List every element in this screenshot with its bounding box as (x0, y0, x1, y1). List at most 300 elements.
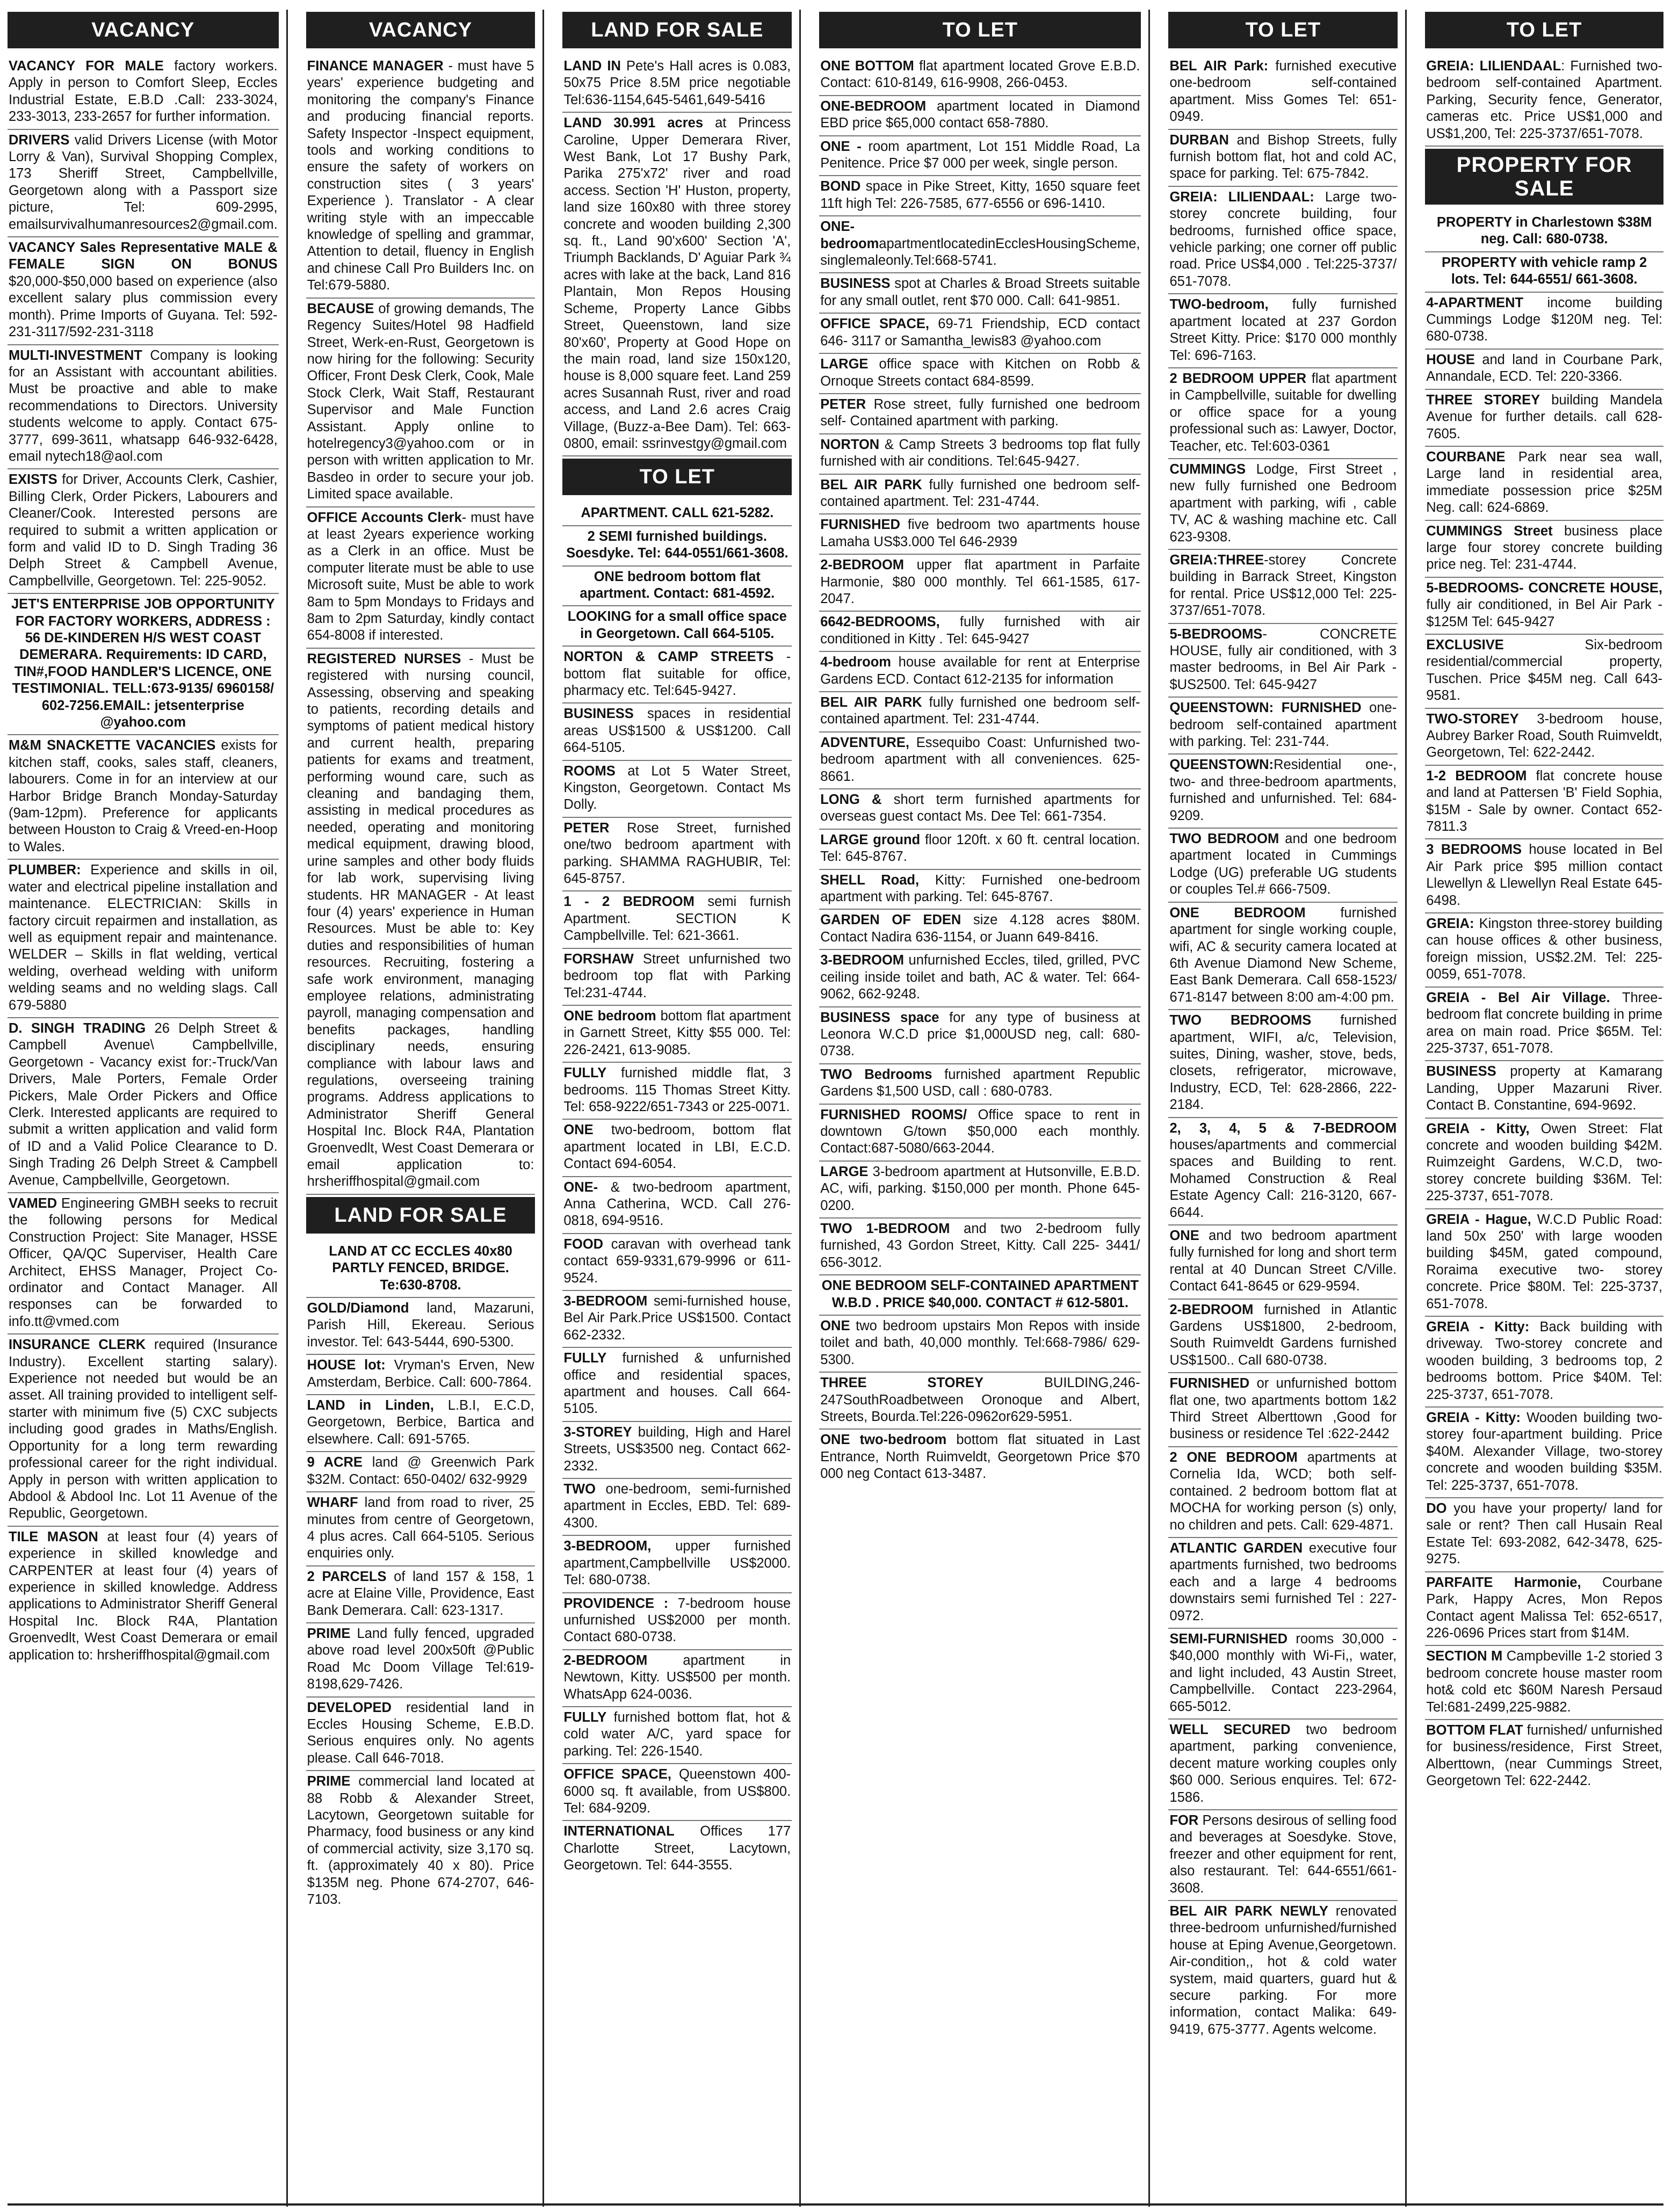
ad-lead: ROOMS (563, 763, 616, 779)
classified-ad (306, 56, 536, 299)
ad-lead: DRIVERS (9, 132, 70, 148)
ad-lead: BECAUSE (307, 301, 374, 316)
classified-ad (819, 733, 1141, 789)
ad-lead: LAND in Linden, (307, 1398, 434, 1413)
ad-body: room apartment, Lot 151 Middle Road, La Penitence. Price $7 000 per week, single person. (820, 139, 1140, 171)
ad-body: spaces in residential areas US$1500 & US$1200. Call 664-5105. (563, 706, 791, 756)
ad-lead: FULLY (563, 1065, 607, 1081)
classified-ad (819, 96, 1141, 136)
ad-body: required (Insurance Industry). Excellent starting salary). Experience not needed but would be an asset. All training provided to intelligent self-starter with minimum five (5) CXC subjects including good grades in Maths/English. Opportunity for a long term rewarding professional career for the right individual. Apply in person with written application to Abdool & Abdool Inc. Lot 11 Avenue of the Republic, Georgetown. (9, 1337, 278, 1521)
ad-body: -storey Concrete building in Barrack Street, Kingston for rental. Price US$12,000 Tel: 225-3737/651-7078. (1169, 552, 1397, 619)
ad-lead: 3 BEDROOMS (1426, 842, 1522, 858)
classified-ad (1425, 350, 1663, 390)
classified-ad (1168, 903, 1398, 1010)
classified-ad (819, 354, 1141, 394)
ad-body: short term furnished apartments for overseas guest contact Ms. Dee Tel: 661-7354. (820, 792, 1140, 824)
ad-lead: BEL AIR Park: (1169, 59, 1269, 74)
classified-ad (819, 1219, 1141, 1275)
classified-ad (1168, 187, 1398, 294)
ad-body: Courbane Park, Happy Acres, Mon Repos Contact agent Malissa Tel: 652-6517, 226-0696 Prices start from $14M. (1426, 1575, 1662, 1641)
ad-body: 3-bedroom house, Aubrey Barker Road, South Ruimveldt, Georgetown, Tel: 622-2442. (1426, 711, 1662, 760)
ad-lead: PROPERTY in Charlestown $38M neg. Call: 680-0738. (1436, 215, 1652, 247)
classified-ad (1425, 212, 1663, 252)
classified-ad (562, 1650, 792, 1707)
classified-ad (1425, 709, 1663, 766)
classified-ad (819, 1316, 1141, 1373)
ad-lead: 2 PARCELS (307, 1569, 387, 1584)
ad-body: of growing demands, The Regency Suites/Hotel 98 Hadfield Street, Werk-en-Rust, Georgetown is now hiring for the following: Security Officer, Front Desk Clerk, Cook, Male Stock Clerk, Wait Staff, Restaurant Supervisor and Male Function Assistant. Apply online to hotelregency3@yahoo.com or in person with written application to Mr. Basdeo in order to secure your job. Limited space available. (307, 301, 534, 502)
section-header: LAND FOR SALE (562, 12, 792, 48)
column-3 (562, 10, 801, 2207)
ad-body: spot at Charles & Broad Streets suitable for any small outlet, rent $70 000. Call: 641-9851. (820, 276, 1140, 308)
classified-ad (562, 1536, 792, 1593)
classified-ad (562, 1593, 792, 1650)
ad-lead: PLUMBER: (9, 862, 81, 878)
classified-ad (1168, 1629, 1398, 1720)
ad-lead: 3-STOREY (563, 1424, 632, 1440)
ad-lead: GREIA - Kitty: (1426, 1410, 1521, 1426)
ad-lead: 3-BEDROOM (563, 1294, 648, 1309)
ad-lead: NORTON (820, 437, 880, 452)
classified-ad (1168, 459, 1398, 550)
ad-lead: ONE two-bedroom (820, 1432, 947, 1448)
column-6 (1425, 10, 1663, 2207)
ad-body: 7-bedroom house unfurnished US$2000 per month. Contact 680-0738. (563, 1595, 791, 1645)
ad-body: commercial land located at 88 Robb & Alexander Street, Lacytown, Georgetown suitable for Pharmacy, food business or any kind of commercial activity, size 3,170 sq. ft. (approximately 40 x 80). Price $135M neg. Phone 674-2707, 646-7103. (307, 1774, 534, 1908)
classified-ad (1425, 1119, 1663, 1209)
ad-body: Land fully fenced, upgraded above road level 200x50ft @Public Road Mc Doom Village Tel:619-8198,629-7426. (307, 1626, 534, 1692)
ad-lead: 3-BEDROOM, (563, 1539, 652, 1554)
column-1 (8, 10, 288, 2207)
ad-lead: DURBAN (1169, 132, 1229, 148)
classified-ad (562, 818, 792, 892)
ad-lead: GREIA:THREE (1169, 552, 1264, 568)
classified-ad (819, 514, 1141, 555)
ad-body: fully furnished apartment located at 237 Gordon Street Kitty. Price: $170 000 monthly Tel: 696-7163. (1169, 297, 1397, 363)
classified-ad (1168, 1225, 1398, 1300)
classified-ad (562, 1291, 792, 1348)
ad-lead: INSURANCE CLERK (9, 1337, 146, 1353)
ad-lead: THREE STOREY (1426, 392, 1540, 408)
ad-lead: GOLD/Diamond (307, 1301, 409, 1316)
ad-body: & Camp Streets 3 bedrooms top flat fully furnished with air conditions. Tel:645-9427. (820, 437, 1140, 469)
ad-lead: CUMMINGS Street (1426, 523, 1553, 539)
ad-lead: GREIA: LILIENDAAL: (1169, 189, 1314, 205)
ad-lead: ONE (563, 1122, 594, 1138)
ad-body: houses/apartments and commercial spaces and Building to rent. Mohamed Construction & Real Estate Agency Call: 216-3120, 667-6644. (1169, 1137, 1397, 1220)
ad-body: furnished bottom flat, hot & cold water A/C, yard space for parking. Tel: 226-1540. (563, 1709, 791, 1759)
classified-ad (306, 1566, 536, 1623)
ad-body: flat concrete house and land at Pattersen 'B' Field Sophia, $15M - Sale by owner. Contact 652-7811.3 (1426, 768, 1662, 835)
classified-ad (819, 1064, 1141, 1105)
ad-lead: 9 ACRE (307, 1455, 363, 1470)
ad-lead: TWO-bedroom, (1169, 297, 1269, 313)
ad-body: Office space to rent in downtown G/town $50,000 each monthly. Contact:687-5080/663-2044. (820, 1107, 1140, 1156)
classified-ad (306, 507, 536, 649)
classified-ad (1425, 293, 1663, 350)
ad-body: Back building with driveway. Two-storey concrete and wooden building, 3 bedrooms top, 2 bedrooms bottom. Price $40M. Tel: 225-3737, 651-7078. (1426, 1319, 1662, 1402)
classified-ad (1168, 624, 1398, 698)
classified-ad (1168, 1300, 1398, 1374)
ad-body: income building Cummings Lodge $120M neg. Tel: 680-0738. (1426, 295, 1662, 344)
ad-body: apartment located in Diamond EBD price $65,000 contact 658-7880. (820, 98, 1140, 131)
classified-ad (562, 526, 792, 567)
ad-body: Persons desirous of selling food and beverages at Soesdyke. Stove, freezer and other equipment for rent, also restaurant. Tel: 644-6551/661-3608. (1169, 1813, 1397, 1896)
classified-ad (1425, 988, 1663, 1062)
classified-ad (1425, 913, 1663, 988)
ad-lead: FORSHAW (563, 951, 634, 967)
ad-lead: 2-BEDROOM (820, 557, 905, 573)
ad-body: Campbeville 1-2 storied 3 bedroom concrete house master room hot& cold etc $60M Naresh Persaud Tel:681-2499,225-9882. (1426, 1649, 1662, 1715)
ad-body: Rose Street, furnished one/two bedroom apartment with parking. SHAMMA RAGHUBIR, Tel: 645-8757. (563, 820, 791, 887)
column-5 (1168, 10, 1407, 2207)
ad-body: business place large four storey concrete building price neg. Tel: 231-4744. (1426, 523, 1662, 572)
section-header: TO LET (1168, 12, 1398, 48)
ad-body: and two 2-bedroom fully furnished, 43 Gordon Street, Kitty. Call 225- 3441/ 656-3012. (820, 1221, 1140, 1270)
ad-body: semi-furnished house, Bel Air Park.Price US$1500. Contact 662-2332. (563, 1294, 791, 1343)
ad-lead: M&M SNACKETTE VACANCIES (9, 738, 216, 753)
ad-lead: 4-APARTMENT (1426, 295, 1524, 310)
classified-ad (819, 394, 1141, 434)
classified-ad (8, 469, 279, 594)
ad-body: flat apartment located Grove E.B.D. Contact: 610-8149, 616-9908, 266-0453. (820, 59, 1140, 91)
classified-ad (1168, 56, 1398, 130)
ad-lead: LAND IN (563, 59, 621, 74)
ad-lead: QUEENSTOWN: FURNISHED (1169, 700, 1362, 716)
ad-lead: ONE- (563, 1179, 598, 1195)
classified-ad (8, 56, 279, 130)
classified-ad (1425, 1498, 1663, 1572)
classified-ad (1168, 698, 1398, 755)
classified-ad (562, 606, 792, 647)
ad-body: house available for rent at Enterprise Gardens ECD. Contact 612-2135 for information (820, 655, 1140, 687)
classified-ad (562, 1234, 792, 1291)
classified-ad (562, 647, 792, 704)
ad-lead: BOTTOM FLAT (1426, 1722, 1523, 1738)
ad-body: floor 120ft. x 60 ft. central location. Tel: 645-8767. (820, 832, 1140, 865)
ad-lead: ONE bedroom (563, 1008, 656, 1024)
classified-ad (1425, 447, 1663, 521)
ad-body: apartmentlocatedinEcclesHousingScheme, singlemaleonly.Tel:668-5741. (820, 236, 1140, 269)
classified-ad (306, 1298, 536, 1355)
classified-ad (1425, 56, 1663, 147)
ad-lead: LARGE (820, 1164, 869, 1179)
ad-lead: PROPERTY with vehicle ramp 2 lots. Tel: 644-6551/ 661-3608. (1442, 255, 1647, 287)
ad-body: $20,000-$50,000 based on experience (also excellent salary plus commission every month). Prime Imports of Guyana. Tel: 592-231-3117/592-231-3118 (9, 273, 278, 340)
ad-lead: BEL AIR PARK (820, 477, 922, 492)
classified-ad (1168, 550, 1398, 624)
classified-ad (562, 891, 792, 948)
classified-ad (819, 1162, 1141, 1219)
ad-lead: ONE BEDROOM (1169, 905, 1306, 920)
ad-body: semi furnish Apartment. SECTION K Campbellville. Tel: 621-3661. (563, 894, 791, 944)
ad-lead: TWO BEDROOMS (1169, 1013, 1312, 1028)
column-4 (819, 10, 1150, 2207)
classified-ad (1168, 829, 1398, 903)
classified-ad (819, 176, 1141, 216)
classified-ad (1168, 294, 1398, 368)
classified-ad (819, 1275, 1141, 1316)
ad-body: one-bedroom self-contained apartment with parking. Tel: 231-744. (1169, 700, 1397, 750)
ad-lead: 2-BEDROOM (563, 1652, 648, 1668)
ad-body: furnished apartment for single working couple, wifi, AC & security camera located at 6th Avenue Diamond New Scheme, East Bank Demerara. Call 658-1523/ 671-8147 between 8:00 am-4:00 pm. (1169, 905, 1397, 1005)
ad-lead: TWO BEDROOM (1169, 831, 1279, 847)
ad-lead: FURNISHED (1169, 1376, 1250, 1391)
column-2 (306, 10, 545, 2207)
ad-lead: ONE (1169, 1228, 1199, 1243)
classified-ad (1168, 1810, 1398, 1901)
ad-lead: LAND AT CC ECCLES 40x80 PARTLY FENCED, BRIDGE. Te:630-8708. (329, 1243, 512, 1293)
ad-lead: 6642-BEDROOMS, (820, 614, 940, 630)
classified-ad (819, 1007, 1141, 1064)
classified-ad (1168, 1010, 1398, 1118)
ad-lead: OFFICE SPACE, (820, 316, 929, 332)
ad-body: 69-71 Friendship, ECD contact 646- 3117 or Samantha_lewis83 @yahoo.com (820, 316, 1140, 349)
classified-ad (306, 1698, 536, 1772)
classified-ad (562, 1479, 792, 1536)
ad-lead: FOR (1169, 1813, 1199, 1828)
ad-lead: LARGE ground (820, 832, 921, 847)
classified-ad (1425, 578, 1663, 635)
ad-lead: BUSINESS (820, 276, 891, 292)
ad-lead: FOOD (563, 1236, 604, 1252)
ad-body: W.C.D Public Road: land 50x 250' with large wooden building $45M, gated compound, Roraima executive two- storey concrete. Price $80M. Tel: 225-3737, 651-7078. (1426, 1212, 1662, 1311)
classified-ad (562, 503, 792, 526)
ad-lead: WHARF (307, 1495, 358, 1511)
ad-lead: ONE BEDROOM SELF-CONTAINED APARTMENT W.B.D . PRICE $40,000. CONTACT # 612-5801. (821, 1278, 1139, 1310)
classified-ad (306, 299, 536, 507)
ad-lead: BUSINESS (1426, 1064, 1496, 1079)
classified-ad (562, 704, 792, 760)
ad-body: - CONCRETE HOUSE, fully air conditioned, with 3 master bedrooms, in Bel Air Park - $US2500. Tel: 645-9427 (1169, 626, 1397, 692)
classified-ad (1168, 1118, 1398, 1225)
ad-body: two bedroom upstairs Mon Repos with inside toilet and bath, 40,000 monthly. Tel:668-7986/ 629-5300. (820, 1318, 1140, 1367)
classified-ad (819, 314, 1141, 354)
ad-lead: GREIA - Kitty: (1426, 1319, 1530, 1335)
ad-body: for any type of business at Leonora W.C.D price $1,000USD neg, call: 680-0738. (820, 1010, 1140, 1059)
ad-lead: BUSINESS (563, 706, 634, 722)
classified-ad (8, 1527, 279, 1667)
ad-lead: FULLY (563, 1351, 607, 1366)
ad-body: Experience and skills in oil, water and electrical pipeline installation and maintenance. ELECTRICIAN: Skills in factory circuit repairmen and installation, as well as equipment repair and maintenance. WELDER – Skills in flat welding, vertical welding, overhead welding with uniform welding seams and no welding slags. Call 679-5880 (9, 862, 278, 1013)
ad-body: one-bedroom, semi-furnished apartment in Eccles, EBD. Tel: 689-4300. (563, 1482, 791, 1531)
ad-lead: 5-BEDROOMS- CONCRETE HOUSE, (1426, 580, 1662, 596)
ad-body: and two bedroom apartment fully furnished for long and short term rental at 40 Duncan Street C/Ville. Contact 641-8645 or 629-9594. (1169, 1228, 1397, 1294)
ad-lead: THREE STOREY (820, 1375, 983, 1391)
classified-ad (1168, 1538, 1398, 1629)
ad-lead: SHELL Road, (820, 872, 920, 888)
classified-ad (819, 56, 1141, 96)
ad-body: and Bishop Streets, fully furnish bottom flat, hot and cold AC, space for parking. Tel: 675-7842. (1169, 132, 1397, 182)
ad-body: Street unfurnished two bedroom top flat with Parking Tel:231-4744. (563, 951, 791, 1000)
ad-body: Rose street, fully furnished one bedroom self- Contained apartment with parking. (820, 396, 1140, 429)
classified-ad (306, 1355, 536, 1395)
classified-ad (562, 949, 792, 1006)
classified-ad (819, 216, 1141, 273)
ad-lead: BUSINESS space (820, 1010, 939, 1025)
ad-lead: TWO Bedrooms (820, 1067, 932, 1082)
classified-ad (306, 1452, 536, 1492)
ad-body: rooms 30,000 - $40,000 monthly with Wi-Fi,, water, and light included, 43 Austin Street, Campbellville. Contact 223-2964, 665-5012. (1169, 1631, 1397, 1714)
classified-ad (8, 1018, 279, 1193)
classified-ad (306, 1395, 536, 1452)
ad-lead: PARFAITE Harmonie, (1426, 1575, 1581, 1590)
ad-body: office space with Kitchen on Robb & Ornoque Streets contact 684-8599. (820, 357, 1140, 389)
ad-body: fully air conditioned, in Bel Air Park - $125M Tel: 645-9427 (1426, 597, 1662, 629)
ad-body: fully furnished one bedroom self-contained apartment. Tel: 231-4744. (820, 477, 1140, 509)
classified-ad (1168, 1720, 1398, 1810)
ad-body: land, Mazaruni, Parish Hill, Ekereau. Serious investor. Tel: 643-5444, 690-5300. (307, 1301, 534, 1350)
ad-body: furnished apartment Republic Gardens $1,500 USD, call : 680-0783. (820, 1067, 1140, 1099)
classified-ad (819, 950, 1141, 1007)
classified-ad (1425, 1317, 1663, 1408)
section-header: VACANCY (8, 12, 279, 48)
ad-body: apartments at Cornelia Ida, WCD; both self-contained. 2 bedroom bottom flat at MOCHA for working person (s) only, no children and pets. Call: 629-4871. (1169, 1449, 1397, 1533)
ad-lead: GREIA: LILIENDAAL (1426, 59, 1561, 74)
ad-body: two-bedroom, bottom flat apartment located in LBI, E.C.D. Contact 694-6054. (563, 1122, 791, 1172)
ad-body: - Must be registered with nursing council, Assessing, observing and speaking to patients, recording details and symptoms of patient medical history and current health, preparing patients for exams and treatment, performing wound care, such as cleaning and bandaging them, assisting in medical procedures as needed, operating and monitoring medical equipment, drawing blood, urine samples and other body fluids for lab work, supervising living students. HR MANAGER - At least four (4) years' experience in Human Resources. Must be able to: Key duties and responsibilities of human resources. Recruiting, fostering a safe work environment, managing employee relations, administrating payroll, managing compensation and benefits packages, handling disciplinary needs, ensuring compliance with labour laws and regulations, overseeing training programs. Address applications to Administrator Sheriff General Hospital Inc. Block R4A, Plantation Groenvedlt, West Coast Demerara or email application to: hrsheriffhospital@gmail.com (307, 651, 534, 1190)
classified-ad (306, 1492, 536, 1566)
ad-lead: TWO 1-BEDROOM (820, 1221, 950, 1236)
ad-body: Vryman's Erven, New Amsterdam, Berbice. Call: 600-7864. (307, 1358, 534, 1390)
ad-lead: GREIA - Kitty, (1426, 1121, 1530, 1136)
ad-lead: ONE-BEDROOM (820, 98, 927, 114)
ad-body: fully furnished with air conditioned in Kitty . Tel: 645-9427 (820, 614, 1140, 647)
ad-lead: 3-BEDROOM (820, 953, 905, 968)
ad-lead: SECTION M (1426, 1649, 1503, 1664)
classified-ad (562, 1422, 792, 1479)
classified-ad (819, 692, 1141, 733)
ad-lead: COURBANE (1426, 449, 1506, 465)
classified-ad (306, 649, 536, 1195)
ad-body: bottom flat apartment in Garnett Street, Kitty $55 000. Tel: 226-2421, 613-9085. (563, 1008, 791, 1057)
classified-ad (8, 860, 279, 1018)
section-header: LAND FOR SALE (306, 1197, 536, 1234)
classified-ad (306, 1241, 536, 1298)
ad-lead: FURNISHED (820, 517, 900, 533)
ad-body: - must have 5 years' experience budgeting and monitoring the company's Finance and producing financial reports. Safety Inspector -Inspect equipment, tools and working conditions to ensure the safety of workers on construction sites ( 3 years' Experience ). Translator - A clear writing style with an impeccable knowledge of spelling and grammar, Attention to detail, fluency in English and chinese Call Pro Builders Inc. on Tel:679-5880. (307, 59, 534, 293)
classified-ad (1168, 755, 1398, 829)
ad-body: furnished executive one-bedroom self-contained apartment. Miss Gomes Tel: 651-0949. (1169, 59, 1397, 125)
classified-ad (819, 789, 1141, 830)
ad-body: at Lot 5 Water Street, Kingston, Georgetown. Contact Ms Dolly. (563, 763, 791, 813)
ad-lead: GREIA - Bel Air Village. (1426, 990, 1610, 1005)
ad-body: residential land in Eccles Housing Scheme, E.B.D. Serious enquires only. No agents please. Call 646-7018. (307, 1700, 534, 1766)
classified-ad (819, 870, 1141, 910)
ad-lead: NORTON & CAMP STREETS (563, 649, 774, 665)
classified-ad (1425, 390, 1663, 447)
ad-body: Residential one-, two- and three-bedroom apartments, furnished and unfurnished. Tel: 684-9209. (1169, 757, 1397, 823)
ad-lead: 1 - 2 BEDROOM (563, 894, 695, 910)
ad-body: Kingston three-storey building can house offices & other business, foreign mission, US$2.2M. Tel: 225-0059, 651-7078. (1426, 916, 1662, 982)
ad-lead: VAMED (9, 1196, 57, 1211)
ad-body: of land 157 & 158, 1 acre at Elaine Ville, Providence, East Bank Demerara. Call: 623-1317. (307, 1569, 534, 1618)
ad-body: Owen Street: Flat concrete and wooden building $42M. Ruimzeight Gardens, W.C.D, two-storey concrete building $36M. Tel: 225-3737, 651-7078. (1426, 1121, 1662, 1204)
classified-ad (306, 1771, 536, 1911)
ad-body: fully furnished one bedroom self-contained apartment. Tel: 231-4744. (820, 695, 1140, 727)
ad-lead: ONE (820, 1318, 850, 1333)
ad-lead: 5-BEDROOMS (1169, 626, 1263, 642)
ad-lead: EXISTS (9, 472, 57, 488)
ad-body: - bottom flat suitable for office, pharmacy etc. Tel:645-9427. (563, 649, 791, 698)
ad-body: unfurnished Eccles, tiled, grilled, PVC ceiling inside toilet and bath, AC & water. Tel: 664-9062, 662-9248. (820, 953, 1140, 1002)
ad-body: : Furnished two-bedroom self-contained Apartment. Parking, Security fence, Generator, cameras etc. Price US$1,000 and US$1,200, Tel: 225-3737/651-7078. (1426, 59, 1662, 141)
ad-body: land @ Greenwich Park $32M. Contact: 650-0402/ 632-9929 (307, 1455, 534, 1487)
ad-body: house located in Bel Air Park price $95 million contact Llewellyn & Llewellyn Real Estate 645-6498. (1426, 842, 1662, 908)
classified-ad (562, 1348, 792, 1422)
ad-body: executive four apartments furnished, two bedrooms each and a large 4 bedrooms downstairs semi furnished Tel : 227-0972. (1169, 1540, 1397, 1623)
section-header: TO LET (562, 459, 792, 495)
classified-ad (819, 612, 1141, 652)
ad-body: Offices 177 Charlotte Street, Lacytown, Georgetown. Tel: 644-3555. (563, 1824, 791, 1873)
classified-ad (1425, 521, 1663, 578)
ad-lead: BEL AIR PARK (820, 695, 922, 710)
ad-body: at Princess Caroline, Upper Demerara River, West Bank, Lot 17 Bushy Park, Parika 275'x72' river and road access. Section 'H' Huston, property, land size 160x80 with three storey concrete and wooden building 2,300 sq. ft., Land 90'x600' Section 'A', Triumph Backlands, D' Aguiar Park ¾ acres with lake at the back, Land 816 Plantain, Mon Repos Housing Scheme, Property Lance Gibbs Street, Queenstown, land size 80'x60', Property at Good Hope on the main road, land size 150x120, house is 8,000 square feet. Land 259 acres Susannah Rust, river and road access, and Land 2.6 acres Craig Village, (Buzz-a-Bee Dam). Tel: 663-0800, email: ssrinvestgy@gmail.com (563, 115, 791, 451)
classified-ad (819, 652, 1141, 692)
ad-lead: 2 SEMI furnished buildings. Soesdyke. Tel: 644-0551/661-3608. (566, 528, 789, 561)
classified-ad (1425, 1646, 1663, 1720)
ad-lead: 2, 3, 4, 5 & 7-BEDROOM (1169, 1120, 1397, 1136)
classified-ad (8, 1193, 279, 1335)
classified-ad (562, 1821, 792, 1877)
ad-body: caravan with overhead tank contact 659-9331,679-9996 or 611-9524. (563, 1236, 791, 1286)
ad-lead: LONG & (820, 792, 882, 808)
ad-lead: DO (1426, 1501, 1447, 1517)
ad-lead: LOOKING for a small office space in Georgetown. Call 664-5105. (567, 609, 787, 641)
ad-body: exists for kitchen staff, cooks, sales staff, cleaners, labourers. Come in for an interview at our Harbor Bridge Branch Monday-Saturday (9am-12pm). Preference for applicants between Houston to Craig & Vreed-en-Hoop to Wales. (9, 738, 278, 854)
classified-ad (1425, 839, 1663, 913)
ad-lead: ONE bedroom bottom flat apartment. Contact: 681-4592. (580, 569, 775, 601)
ad-body: for Driver, Accounts Clerk, Cashier, Billing Clerk, Order Pickers, Labourers and Cleaner/Cook. Interested persons are required to submit a written application or form and valid ID to D. Singh Trading 36 Delph Street & Campbell Avenue, Campbellville, Georgetown. Tel: 225-9052. (9, 472, 278, 589)
ad-lead: MULTI-INVESTMENT (9, 347, 142, 363)
ad-body: and one bedroom apartment located in Cummings Lodge (UG) preferable UG students or couples Tel.# 666-7509. (1169, 831, 1397, 897)
ad-lead: BEL AIR PARK NEWLY (1169, 1904, 1328, 1919)
classified-ad (819, 1430, 1141, 1485)
classified-ad (1425, 1408, 1663, 1498)
ad-body: Pete's Hall acres is 0.083, 50x75 Price 8.5M price negotiable Tel:636-1154,645-5461,649-5416 (563, 59, 791, 107)
ad-lead: EXCLUSIVE (1426, 637, 1504, 652)
ad-body: renovated three-bedroom unfurnished/furnished house at Eping Avenue,Georgetown. Air-condition,, hot & cold water system, maid quarters, guard hut & secure parking. For more information, contact Malika: 649-9419, 675-3777. Agents welcome. (1169, 1904, 1397, 2037)
ad-lead: LAND 30.991 acres (563, 115, 704, 131)
ad-body: BUILDING,246-247SouthRoadbetween Oronoque and Albert, Streets, Bourda.Tel:226-0962or629-5951. (820, 1375, 1140, 1425)
ad-body: Large two-storey concrete building, four bedrooms, furnished office space, vehicle parking; one corner off public road. Price US$4,000 . Tel:225-3737/ 651-7078. (1169, 189, 1397, 289)
ad-body: 26 Delph Street & Campbell Avenue\ Campbellville, Georgetown - Vacancy exist for:-Truck/Van Drivers, Male Porters, Female Order Pickers, Male Order Pickers and Office Clerk. Interested applicants are required to submit a written application and valid form of ID and a Valid Police Clearance to D. Singh Trading 26 Delph Street & Campbell Avenue, Campbellville, Georgetown. (9, 1020, 278, 1188)
ad-lead: PRIME (307, 1774, 351, 1789)
ad-body: - must have at least 2years experience working as a Clerk in an office. Must be computer literate must be able to use Microsoft suite, Must be able to work 8am to 5pm Mondays to Fridays and 8am to 2pm Saturday, kindly contact 654-8008 if interested. (307, 510, 534, 643)
classified-ad (819, 434, 1141, 475)
classified-ad (1168, 1373, 1398, 1447)
ad-body: five bedroom two apartments house Lamaha US$3.000 Tel 646-2939 (820, 517, 1140, 549)
ad-lead: BOND (820, 179, 861, 194)
classified-ad (1168, 130, 1398, 187)
ad-lead: TWO-STOREY (1426, 711, 1519, 727)
classified-ad (562, 1120, 792, 1177)
ad-body: upper furnished apartment,Campbellville US$2000. Tel: 680-0738. (563, 1539, 791, 1588)
ad-lead: PRIME (307, 1626, 351, 1641)
ad-body: and land in Courbane Park, Annandale, ECD. Tel: 220-3366. (1426, 352, 1662, 385)
classified-ad (819, 273, 1141, 314)
ad-body: furnished & unfurnished office and residential spaces, apartment and houses. Call 664-5105. (563, 1351, 791, 1417)
ad-lead: GARDEN OF EDEN (820, 912, 961, 928)
ad-body: furnished apartment, WIFI, a/c, Television, suites, Dining, washer, stove, beds, closets, refrigerator, microwave, Industry, ECD, Tel: 628-2866, 222-2184. (1169, 1013, 1397, 1113)
classified-ad (819, 1373, 1141, 1430)
ad-body: 3-bedroom apartment at Hutsonville, E.B.D. AC, wifi, parking. $150,000 per month. Phone 645-0200. (820, 1164, 1140, 1213)
ad-body: factory workers. Apply in person to Comfort Sleep, Eccles Industrial Estate, E.B.D .Call: 233-3024, 233-3013, 233-2657 for further information. (9, 59, 278, 125)
ad-body: land from road to river, 25 minutes from centre of Georgetown, 4 plus acres. Call 664-5105. Serious enquiries only. (307, 1495, 534, 1561)
ad-lead: 1-2 BEDROOM (1426, 768, 1527, 784)
classified-ad (1168, 1447, 1398, 1538)
ad-lead: ONE-bedroom (820, 219, 879, 251)
